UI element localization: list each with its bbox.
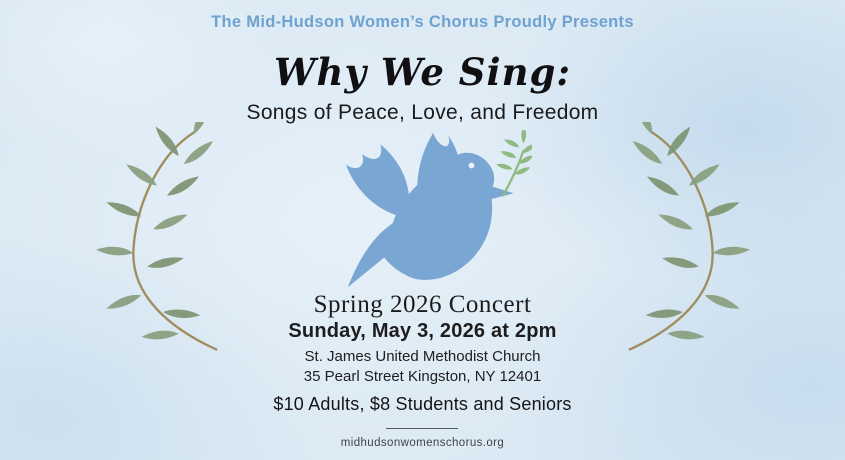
dove-with-olive-branch-icon bbox=[340, 130, 532, 293]
presenter-line: The Mid-Hudson Women’s Chorus Proudly Presents bbox=[211, 13, 634, 31]
website-url: midhudsonwomenschorus.org bbox=[340, 437, 505, 449]
venue-address: 35 Pearl Street Kingston, NY 12401 bbox=[303, 368, 542, 385]
concert-datetime: Sunday, May 3, 2026 at 2pm bbox=[288, 320, 557, 342]
ticket-pricing: $10 Adults, $8 Students and Seniors bbox=[273, 394, 572, 414]
poster-subtitle: Songs of Peace, Love, and Freedom bbox=[246, 101, 599, 124]
footer-divider bbox=[386, 428, 458, 429]
poster-title: Why We Sing: bbox=[274, 50, 571, 94]
concert-name: Spring 2026 Concert bbox=[313, 291, 532, 318]
venue-name: St. James United Methodist Church bbox=[304, 348, 541, 365]
